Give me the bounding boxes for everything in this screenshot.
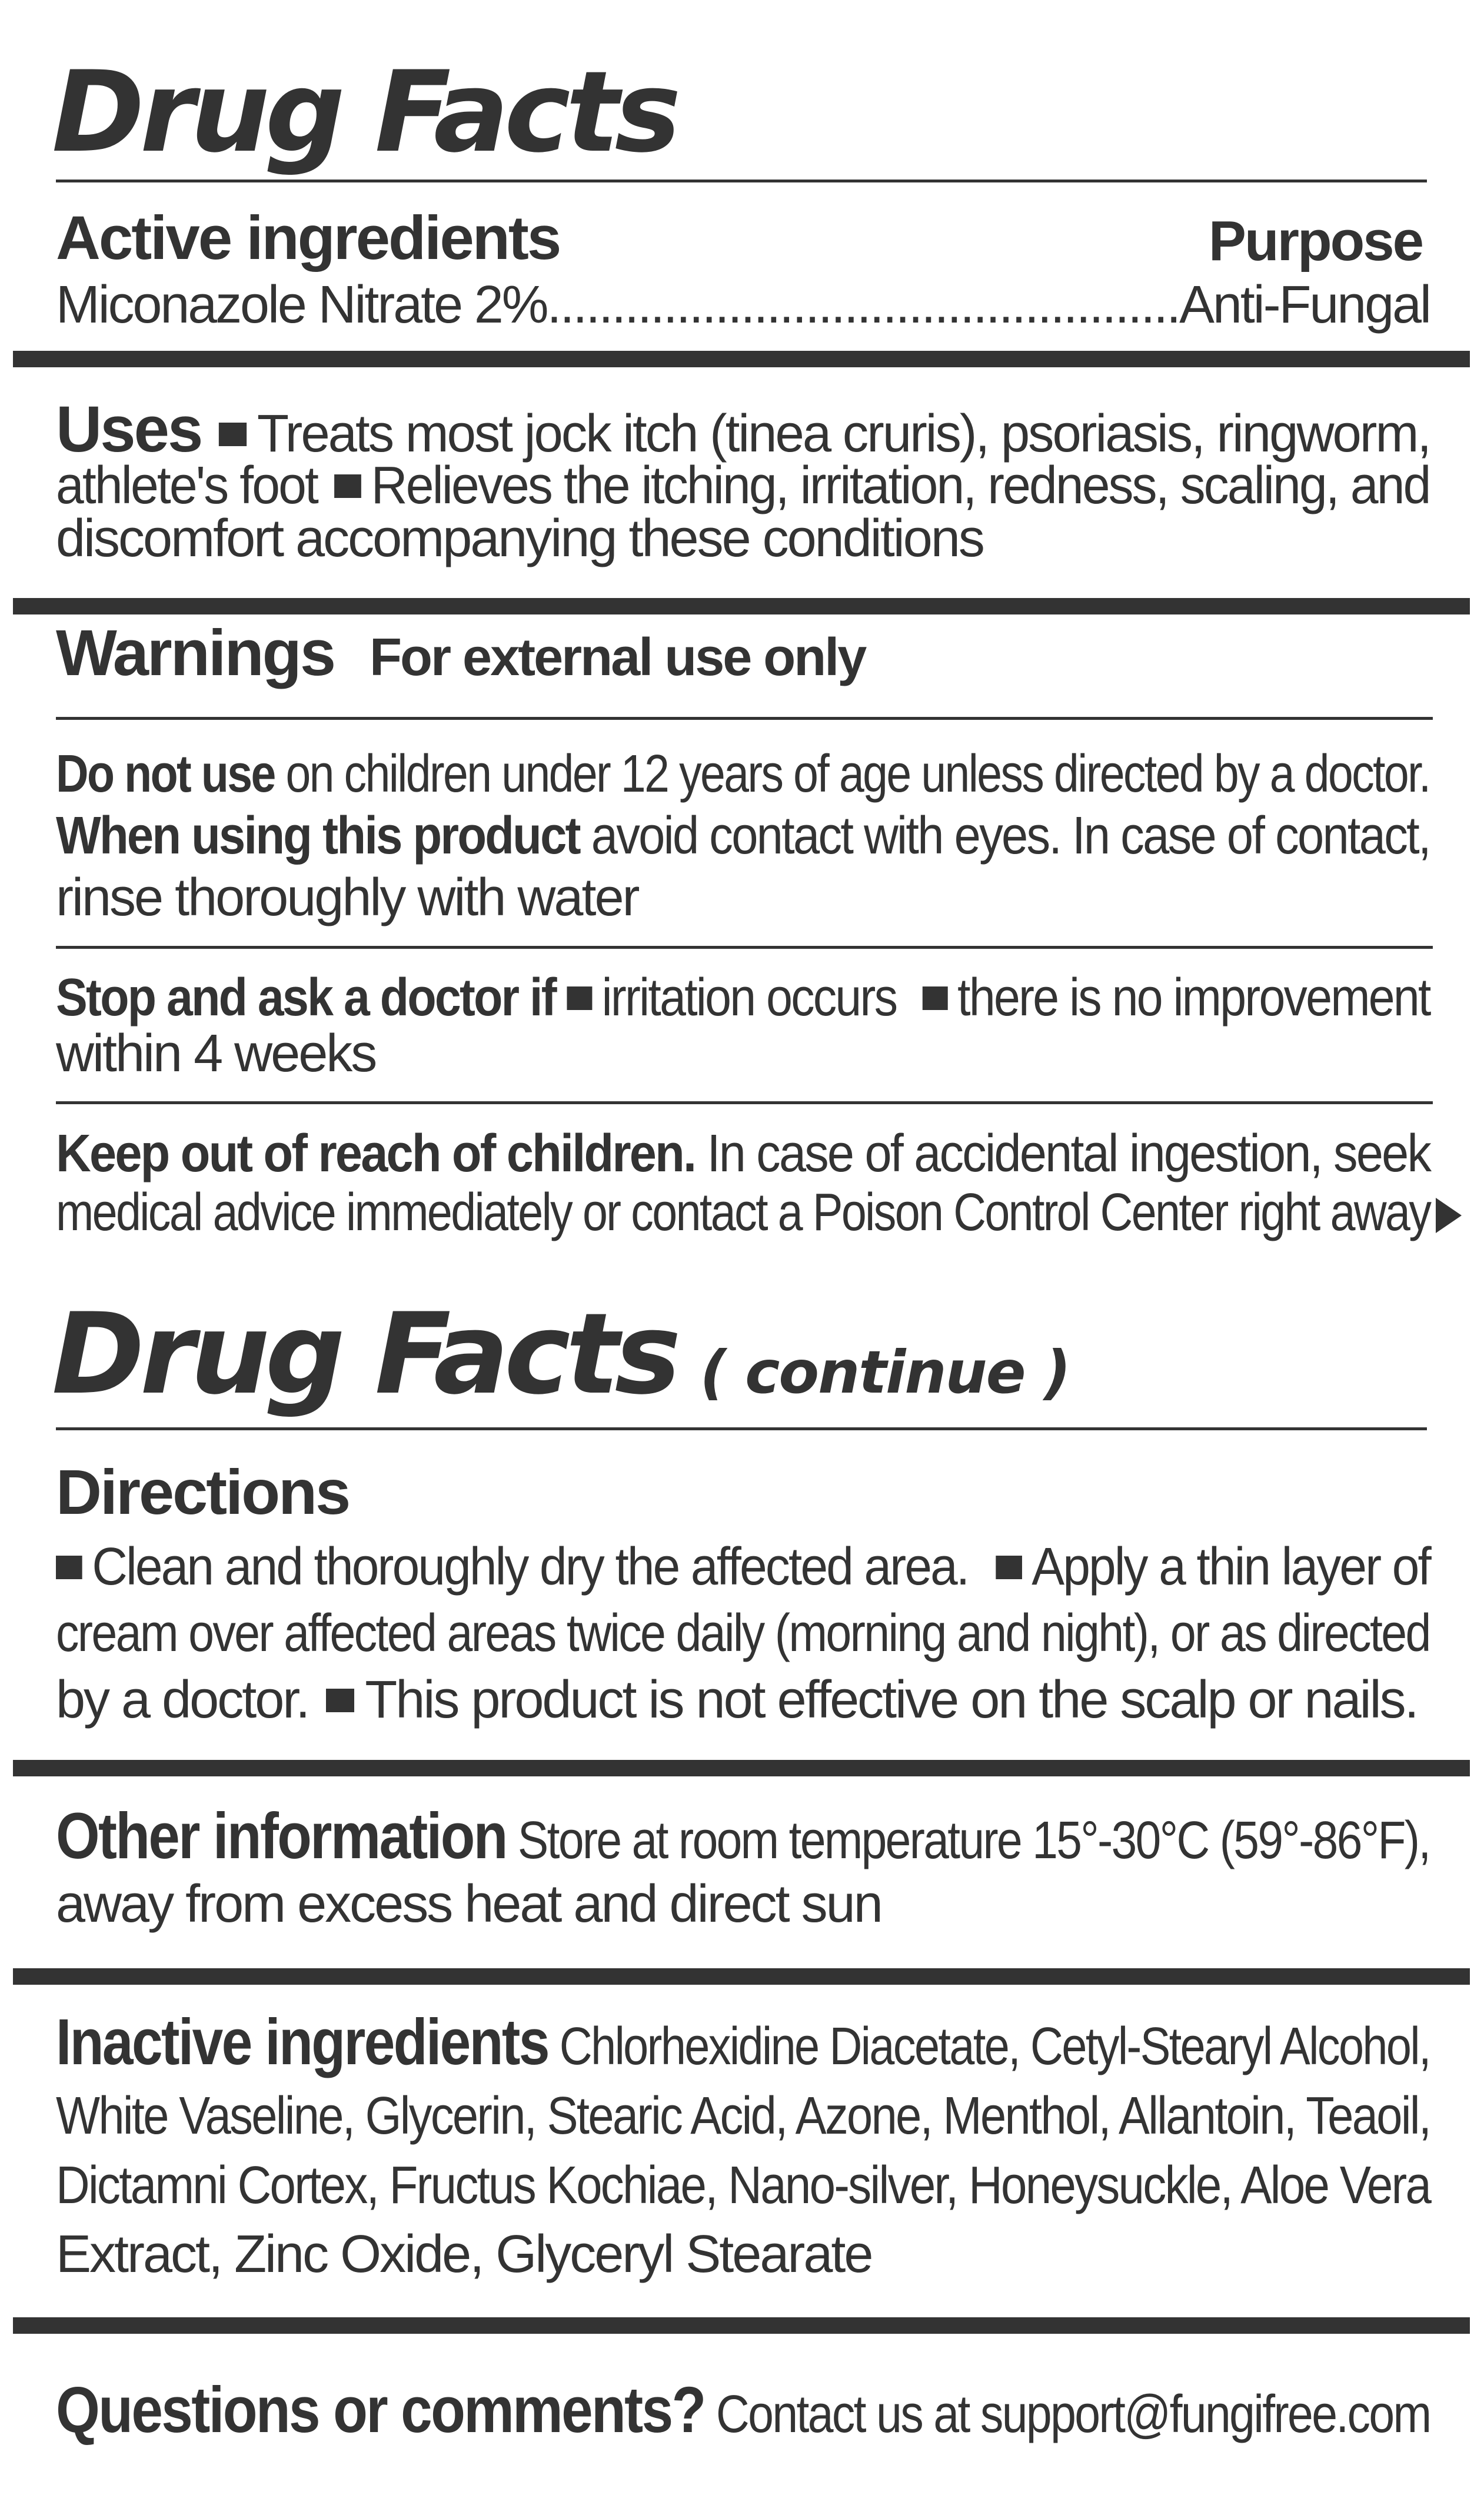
- directions-line-1: [56, 1537, 1430, 1596]
- warnings-heading: Warnings: [56, 617, 335, 689]
- section-divider: [13, 1968, 1470, 1985]
- other-info-line-1: [56, 1800, 1430, 1872]
- inactive-line-3: Dictamni Cortex, Fructus Kochiae, Nano-silver, Honeysuckle, Aloe Vera: [56, 2156, 1430, 2215]
- active-ingredients-heading: Active ingredients: [56, 204, 560, 273]
- drug-facts-title-text: Drug Facts: [52, 1289, 677, 1419]
- divider: [56, 946, 1433, 949]
- inactive-line-4: Extract, Zinc Oxide, Glyceryl Stearate: [56, 2225, 872, 2284]
- when-using-text: avoid contact with eyes. In case of contact,: [591, 806, 1430, 865]
- uses-line-1: [56, 393, 1430, 466]
- other-info-text: Store at room temperature 15°-30°C (59°-86°F),: [517, 1811, 1430, 1870]
- when-using-line-2: rinse thoroughly with water: [56, 868, 638, 927]
- inactive-line-2: White Vaseline, Glycerin, Stearic Acid, Azone, Menthol, Allantoin, Teaoil,: [56, 2087, 1430, 2145]
- directions-text: This product is not effective on the scalp or nails.: [365, 1670, 1418, 1729]
- continue-arrow-icon: [1436, 1198, 1462, 1233]
- inactive-line-1: [56, 2006, 1430, 2078]
- keep-out-text: In case of accidental ingestion, seek: [707, 1124, 1430, 1183]
- drug-facts-title-continued: [52, 1289, 1070, 1419]
- when-using-heading: When using this product: [56, 806, 580, 865]
- section-divider: [13, 351, 1470, 367]
- warnings-line: [56, 617, 866, 689]
- keep-out-line: [56, 1124, 1430, 1183]
- external-use-text: For external use only: [370, 628, 866, 687]
- active-ingredient-name: Miconazole Nitrate 2%: [56, 275, 547, 334]
- uses-text: Relieves the itching, irritation, redness, scaling, and: [371, 456, 1430, 515]
- keep-out-heading: Keep out of reach of children.: [56, 1124, 696, 1183]
- bullet-icon: [923, 986, 948, 1010]
- divider: [56, 717, 1433, 720]
- divider: [56, 1101, 1433, 1104]
- continue-label: ( continue ): [700, 1338, 1070, 1407]
- directions-text: Apply a thin layer of: [1032, 1537, 1430, 1596]
- bullet-icon: [326, 1689, 354, 1712]
- directions-line-2: cream over affected areas twice daily (morning and night), or as directed: [56, 1604, 1430, 1663]
- directions-line-3: [56, 1670, 1418, 1729]
- contact-text: Contact us at support@fungifree.com: [716, 2385, 1430, 2444]
- bullet-icon: [567, 986, 593, 1010]
- bullet-icon: [334, 474, 361, 498]
- uses-heading: Uses: [56, 393, 202, 466]
- do-not-use-text: on children under 12 years of age unless directed by a doctor.: [285, 745, 1430, 803]
- do-not-use-heading: Do not use: [56, 745, 275, 803]
- section-divider: [13, 2317, 1470, 2334]
- section-divider: [13, 598, 1470, 614]
- stop-item: there is no improvement: [957, 968, 1430, 1027]
- uses-text: Treats most jock itch (tinea cruris), psoriasis, ringworm,: [257, 404, 1430, 463]
- stop-ask-line-2: within 4 weeks: [56, 1024, 376, 1083]
- stop-ask-line: [56, 968, 1430, 1027]
- uses-line-2: [56, 456, 1430, 515]
- bullet-icon: [219, 423, 247, 446]
- when-using-line: [56, 806, 1430, 865]
- stop-item: irritation occurs: [601, 968, 897, 1027]
- bullet-icon: [996, 1556, 1022, 1579]
- divider: [56, 180, 1427, 182]
- other-info-line-2: away from excess heat and direct sun: [56, 1875, 881, 1934]
- leader-dots: .................................................: [547, 275, 1180, 334]
- questions-heading: Questions or comments?: [56, 2374, 705, 2446]
- active-ingredient-purpose: Anti-Fungal: [1179, 275, 1430, 334]
- section-divider: [13, 1760, 1470, 1776]
- purpose-heading: Purpose: [1208, 210, 1422, 273]
- directions-heading: Directions: [56, 1456, 350, 1527]
- bullet-icon: [56, 1556, 82, 1579]
- directions-text: by a doctor.: [56, 1670, 309, 1729]
- divider: [56, 1427, 1427, 1430]
- inactive-text: Chlorhexidine Diacetate, Cetyl-Stearyl Alcohol,: [559, 2017, 1430, 2076]
- stop-ask-heading: Stop and ask a doctor if: [56, 968, 555, 1027]
- uses-line-3: discomfort accompanying these conditions: [56, 509, 983, 568]
- keep-out-line-2: medical advice immediately or contact a Poison Control Center right away: [56, 1183, 1430, 1242]
- active-ingredient-row: [56, 275, 1430, 334]
- inactive-heading: Inactive ingredients: [56, 2006, 548, 2078]
- do-not-use-line: [56, 745, 1430, 803]
- uses-text: athlete's foot: [56, 456, 318, 515]
- questions-line: [56, 2374, 1430, 2446]
- directions-text: Clean and thoroughly dry the affected area.: [92, 1537, 969, 1596]
- other-info-heading: Other information: [56, 1800, 507, 1872]
- drug-facts-title: Drug Facts: [52, 47, 677, 177]
